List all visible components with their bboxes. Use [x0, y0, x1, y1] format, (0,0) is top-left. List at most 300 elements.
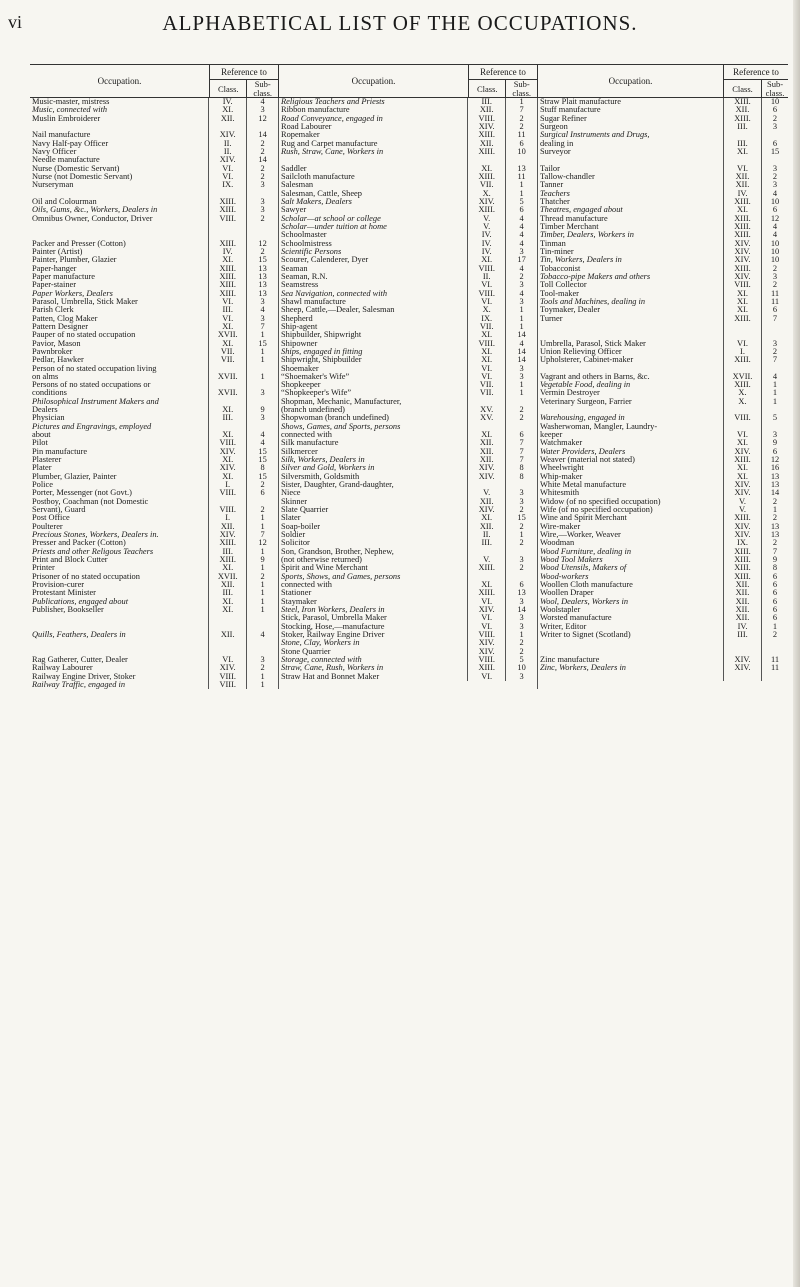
subclass-cell: 2	[519, 271, 524, 281]
subclass-cell: 1	[519, 388, 524, 398]
class-cell: VI.	[209, 656, 247, 664]
table-row	[279, 414, 537, 422]
table-row	[279, 448, 537, 456]
subclass-cell: 1	[772, 621, 778, 631]
class-header: Class.	[210, 80, 247, 98]
table-row	[30, 298, 278, 306]
subclass-cell: 4	[519, 213, 524, 223]
occupation-cell: Religious Teachers and Priests	[279, 98, 468, 106]
table-row	[538, 248, 788, 256]
class-cell: XII.	[724, 614, 762, 622]
class-cell: XI.	[724, 439, 762, 447]
occupation-cell: Provision-curer	[30, 581, 209, 589]
occupation-cell: Surgeon	[538, 123, 724, 131]
subclass-cell: 2	[260, 163, 265, 173]
class-cell: XII.	[724, 581, 762, 589]
occupation-cell: Wife (of no specified occupation)	[538, 506, 724, 514]
subclass-cell: 8	[519, 463, 524, 473]
class-cell: VI.	[724, 340, 762, 348]
class-cell: XI.	[209, 406, 247, 414]
class-cell: XII.	[468, 439, 506, 447]
class-cell: XIII.	[724, 198, 762, 206]
occupation-cell: Sports, Shows, and Games, persons	[279, 573, 468, 581]
table-row	[538, 573, 788, 581]
class-cell: XI.	[468, 331, 506, 339]
occupation-cell: Shipowner	[279, 340, 468, 348]
occupation-cell: Nurse (Domestic Servant)	[30, 165, 209, 173]
class-cell: X.	[468, 306, 506, 314]
subclass-cell: 2	[772, 171, 778, 181]
subclass-cell: 11	[770, 663, 780, 673]
table-row	[279, 265, 537, 273]
class-cell: XIV.	[724, 523, 762, 531]
occupation-cell: Railway Engine Driver, Stoker	[30, 673, 209, 681]
class-cell: XIII.	[724, 115, 762, 123]
class-cell: XIII.	[468, 131, 506, 139]
occupation-cell: Timber Merchant	[538, 223, 724, 231]
subclass-cell: 1	[519, 321, 524, 331]
occupation-cell: Road Labourer	[279, 123, 468, 131]
class-cell: XII.	[209, 523, 247, 531]
class-cell: XIV.	[209, 531, 247, 539]
table-row	[30, 589, 278, 597]
subclass-cell: 6	[772, 580, 778, 590]
table-row	[538, 614, 788, 622]
subclass-cell: 11	[517, 130, 526, 140]
class-cell: V.	[468, 215, 506, 223]
occupation-cell: Slate Quarrier	[279, 506, 468, 514]
subclass-cell: 6	[772, 605, 778, 615]
table-row	[279, 306, 537, 314]
occupation-cell: Zinc, Workers, Dealers in	[538, 664, 724, 672]
occupation-cell: Warehousing, engaged in	[538, 414, 724, 422]
table-row	[30, 581, 278, 589]
occupation-cell: Priests and other Religous Teachers	[30, 548, 209, 556]
class-cell: XIV.	[724, 256, 762, 264]
subclass-cell: 7	[519, 438, 524, 448]
class-cell: VI.	[209, 165, 247, 173]
occupation-cell: Sailcloth manufacture	[279, 173, 468, 181]
occupation-cell: Surveyor	[538, 148, 724, 156]
reference-title: Reference to	[724, 65, 788, 80]
subclass-cell: 2	[519, 521, 524, 531]
class-cell: XII.	[724, 181, 762, 189]
subclass-cell: 3	[772, 180, 778, 190]
table-row	[30, 140, 278, 148]
table-row	[279, 456, 537, 464]
occupation-cell: Plater	[30, 464, 209, 472]
occupation-cell: Poulterer	[30, 523, 209, 531]
occupation-cell: Wool, Dealers, Workers in	[538, 598, 724, 606]
occupation-header: Occupation.	[279, 65, 469, 97]
subclass-cell: 9	[772, 438, 778, 448]
table-row	[30, 365, 278, 373]
subclass-cell: 15	[770, 146, 780, 156]
class-cell: XIII.	[209, 265, 247, 273]
table-row	[30, 256, 278, 264]
class-cell: II.	[209, 140, 247, 148]
table-row	[538, 281, 788, 289]
table-row	[538, 356, 788, 364]
class-cell: XIII.	[468, 206, 506, 214]
table-row	[279, 98, 537, 106]
occupation-cell: Salesman	[279, 181, 468, 189]
subclass-cell: 13	[258, 288, 267, 298]
class-cell: XI.	[209, 323, 247, 331]
table-row	[538, 423, 788, 431]
occupation-cell: Paper manufacture	[30, 273, 209, 281]
occupation-cell: Theatres, engaged about	[538, 206, 724, 214]
table-row	[30, 456, 278, 464]
class-cell: VII.	[209, 356, 247, 364]
subclass-cell: 4	[260, 430, 265, 440]
table-row	[279, 215, 537, 223]
table-row	[279, 623, 537, 631]
class-cell: XI.	[724, 473, 762, 481]
table-row	[279, 156, 537, 164]
subclass-cell: 13	[258, 280, 267, 290]
subclass-cell: 2	[772, 346, 778, 356]
class-cell: XIV.	[724, 531, 762, 539]
occupation-cell: Toll Collector	[538, 281, 724, 289]
table-row	[30, 464, 278, 472]
subclass-cell: 3	[260, 313, 265, 323]
subclass-cell: 5	[772, 413, 778, 423]
occupation-cell: Tailor	[538, 165, 724, 173]
class-cell: XIII.	[209, 281, 247, 289]
occupation-cell: Woodman	[538, 539, 724, 547]
occupation-cell: Paper Workers, Dealers	[30, 290, 209, 298]
table-row	[30, 656, 278, 664]
class-cell: XI.	[209, 106, 247, 114]
occupation-cell: Needle manufacture	[30, 156, 209, 164]
subclass-cell: 2	[260, 171, 265, 181]
class-cell: IX.	[468, 315, 506, 323]
class-cell: IV.	[468, 248, 506, 256]
class-cell: VIII.	[468, 115, 506, 123]
subclass-cell: 3	[519, 555, 524, 565]
class-cell: IV.	[209, 248, 247, 256]
occupation-cell: Shopkeeper	[279, 381, 468, 389]
subclass-cell: 17	[517, 255, 526, 265]
class-cell	[724, 639, 762, 647]
class-cell: IV.	[724, 623, 762, 631]
table-row	[279, 464, 537, 472]
table-row	[279, 481, 537, 489]
table-row	[279, 398, 537, 406]
occupation-cell: Pattern Designer	[30, 323, 209, 331]
occupation-cell	[538, 156, 724, 164]
occupation-cell: Shawl manufacture	[279, 298, 468, 306]
occupation-cell: Tinman	[538, 240, 724, 248]
table-row	[30, 639, 278, 647]
table-row	[538, 131, 788, 139]
class-cell: XI.	[209, 256, 247, 264]
subclass-cell: 9	[772, 555, 778, 565]
table-row	[30, 448, 278, 456]
occupation-cell: Salt Makers, Dealers	[279, 198, 468, 206]
table-row	[279, 564, 537, 572]
class-cell: VII.	[468, 323, 506, 331]
table-row	[538, 656, 788, 664]
occupation-cell: Writer, Editor	[538, 623, 724, 631]
occupation-cell: (not otherwise returned)	[279, 556, 468, 564]
subclass-cell: 14	[258, 130, 267, 140]
subclass-cell: 13	[770, 530, 780, 540]
class-cell: XIII.	[209, 198, 247, 206]
occupation-cell: Sawyer	[279, 206, 468, 214]
table-row	[538, 340, 788, 348]
table-row	[30, 323, 278, 331]
occupation-header: Occupation.	[30, 65, 210, 97]
subclass-cell: 9	[260, 555, 265, 565]
occupation-cell	[538, 639, 724, 647]
occupation-cell: Parasol, Umbrella, Stick Maker	[30, 298, 209, 306]
page-number: vi	[8, 12, 23, 32]
subclass-cell	[762, 673, 788, 681]
class-cell: VIII.	[209, 215, 247, 223]
table-row	[279, 106, 537, 114]
table-row	[279, 631, 537, 639]
table-body	[30, 98, 788, 689]
subclass-cell: 3	[260, 654, 265, 664]
occupation-cell: Rug and Carpet manufacture	[279, 140, 468, 148]
table-row	[30, 265, 278, 273]
occupation-cell: Umbrella, Parasol, Stick Maker	[538, 340, 724, 348]
table-row	[279, 190, 537, 198]
class-cell: XII.	[468, 456, 506, 464]
occupation-cell: Painter (Artist)	[30, 248, 209, 256]
class-cell: XVII.	[209, 373, 247, 381]
class-cell: XIV.	[724, 448, 762, 456]
occupation-cell: about	[30, 431, 209, 439]
occupation-cell: Wire-maker	[538, 523, 724, 531]
table-row	[30, 106, 278, 114]
subclass-cell: 3	[519, 613, 524, 623]
occupation-cell: Ships, engaged in fitting	[279, 348, 468, 356]
occupation-cell: Railway Traffic, engaged in	[30, 681, 209, 689]
table-row	[538, 648, 788, 656]
table-row	[279, 423, 537, 431]
table-row	[279, 381, 537, 389]
class-cell	[209, 614, 247, 622]
subclass-cell: 1	[260, 605, 265, 615]
occupation-cell: Stoker, Railway Engine Driver	[279, 631, 468, 639]
occupation-cell: Tallow-chandler	[538, 173, 724, 181]
class-cell: XIV.	[724, 481, 762, 489]
class-cell: XIII.	[209, 240, 247, 248]
occupation-cell: Persons of no stated occupations or	[30, 381, 209, 389]
class-cell: X.	[724, 389, 762, 397]
table-row	[30, 156, 278, 164]
subclass-cell: 11	[770, 288, 780, 298]
table-row	[30, 165, 278, 173]
class-cell: VIII.	[468, 265, 506, 273]
class-cell: VIII.	[468, 290, 506, 298]
occupation-cell: Straw Hat and Bonnet Maker	[279, 673, 468, 681]
table-row	[538, 381, 788, 389]
table-row	[538, 639, 788, 647]
occupation-cell: Tin-miner	[538, 248, 724, 256]
table-row	[279, 614, 537, 622]
table-row	[538, 240, 788, 248]
occupation-cell: Plumber, Glazier, Painter	[30, 473, 209, 481]
class-cell: XIII.	[468, 664, 506, 672]
subclass-cell: 13	[258, 271, 267, 281]
subclass-cell: 1	[260, 679, 265, 689]
occupation-cell: “Shoemaker's Wife”	[279, 373, 468, 381]
table-row	[279, 673, 537, 681]
subclass-cell: 3	[772, 430, 778, 440]
occupation-cell	[30, 231, 209, 239]
table-row	[538, 481, 788, 489]
occupation-cell: Shepherd	[279, 315, 468, 323]
subclass-cell: 1	[260, 355, 265, 365]
subclass-cell: 13	[770, 480, 780, 490]
occupation-cell	[30, 639, 209, 647]
table-row	[279, 589, 537, 597]
class-cell: XII.	[724, 598, 762, 606]
table-row	[279, 489, 537, 497]
subclass-cell: 14	[517, 355, 526, 365]
occupation-cell: Oils, Gums, &c., Workers, Dealers in	[30, 206, 209, 214]
class-cell: XIV.	[468, 639, 506, 647]
subclass-cell: 1	[519, 180, 524, 190]
class-cell: XIII.	[724, 514, 762, 522]
class-cell: I.	[209, 481, 247, 489]
class-cell: XIII.	[468, 173, 506, 181]
subclass-cell: 7	[772, 355, 778, 365]
class-cell: III.	[468, 539, 506, 547]
class-cell: IV.	[468, 240, 506, 248]
occupation-cell: Publications, engaged about	[30, 598, 209, 606]
occupation-cell: Paper-stainer	[30, 281, 209, 289]
class-cell: VIII.	[209, 439, 247, 447]
occupation-cell	[30, 623, 209, 631]
table-row	[30, 398, 278, 406]
class-cell: IV.	[468, 231, 506, 239]
occupation-cell	[538, 323, 724, 331]
table-row	[538, 523, 788, 531]
table-row	[279, 173, 537, 181]
column-1	[30, 98, 279, 689]
reference-title: Reference to	[210, 65, 278, 80]
subclass-cell: 6	[260, 488, 265, 498]
table-row	[30, 173, 278, 181]
occupation-cell: Porter, Messenger (not Govt.)	[30, 489, 209, 497]
occupation-cell: dealing in	[538, 140, 724, 148]
subclass-cell: 2	[260, 146, 265, 156]
subclass-cell	[762, 639, 788, 647]
class-cell: V.	[724, 506, 762, 514]
table-row	[30, 556, 278, 564]
class-cell: IV.	[209, 98, 247, 106]
occupation-cell: Writer to Signet (Scotland)	[538, 631, 724, 639]
reference-header	[724, 65, 788, 97]
occupation-cell: Scourer, Calenderer, Dyer	[279, 256, 468, 264]
subclass-header: Sub-class.	[765, 79, 785, 98]
table-row	[279, 240, 537, 248]
table-row	[30, 564, 278, 572]
subclass-cell: 12	[770, 213, 780, 223]
subclass-cell: 6	[772, 105, 778, 115]
occupation-cell	[30, 648, 209, 656]
occupation-cell: Silk manufacture	[279, 439, 468, 447]
occupation-cell: Ship-agent	[279, 323, 468, 331]
occupation-cell: Music, connected with	[30, 106, 209, 114]
subclass-cell: 15	[258, 455, 267, 465]
subclass-cell: 6	[519, 205, 524, 215]
subclass-cell: 1	[772, 388, 778, 398]
table-row	[279, 373, 537, 381]
occupations-table	[30, 64, 788, 689]
class-cell: XII.	[468, 498, 506, 506]
table-row	[538, 181, 788, 189]
occupation-cell: Woolstapler	[538, 606, 724, 614]
table-row	[279, 639, 537, 647]
subclass-cell: 3	[260, 105, 265, 115]
class-cell: II.	[468, 531, 506, 539]
occupation-cell: Seaman	[279, 265, 468, 273]
occupation-cell: Pictures and Engravings, employed	[30, 423, 209, 431]
occupation-cell: Saddler	[279, 165, 468, 173]
occupation-cell: Watchmaker	[538, 439, 724, 447]
table-row	[279, 340, 537, 348]
class-cell: VIII.	[468, 340, 506, 348]
subclass-cell: 3	[519, 488, 524, 498]
subclass-cell: 3	[260, 180, 265, 190]
occupation-cell: Person of no stated occupation living	[30, 365, 209, 373]
table-row	[538, 631, 788, 639]
column-3	[538, 98, 788, 689]
subclass-cell: 1	[519, 188, 524, 198]
class-cell: XIV.	[724, 656, 762, 664]
table-row	[30, 473, 278, 481]
occupation-cell: Vegetable Food, dealing in	[538, 381, 724, 389]
class-cell: XII.	[209, 115, 247, 123]
subclass-cell: 12	[258, 538, 267, 548]
subclass-cell: 2	[772, 113, 778, 123]
class-cell: I.	[209, 514, 247, 522]
table-row	[279, 148, 537, 156]
occupation-cell: connected with	[279, 581, 468, 589]
occupation-cell: Silkmercer	[279, 448, 468, 456]
subclass-cell: 3	[772, 121, 778, 131]
subclass-cell: 3	[519, 363, 524, 373]
occupation-cell: Son, Grandson, Brother, Nephew,	[279, 548, 468, 556]
class-cell: VI.	[468, 281, 506, 289]
table-row	[279, 439, 537, 447]
occupation-cell: Ropemaker	[279, 131, 468, 139]
class-cell: XIV.	[468, 123, 506, 131]
occupation-cell: Seamstress	[279, 281, 468, 289]
occupation-cell	[538, 673, 724, 681]
class-cell: XII.	[468, 140, 506, 148]
occupation-cell: Shipwright, Shipbuilder	[279, 356, 468, 364]
table-row	[279, 115, 537, 123]
occupation-cell: Philosophical Instrument Makers and	[30, 398, 209, 406]
table-row	[30, 290, 278, 298]
class-cell: XIV.	[468, 473, 506, 481]
occupation-cell: Schoolmaster	[279, 231, 468, 239]
reference-header	[469, 65, 538, 97]
subclass-cell: 6	[772, 446, 778, 456]
class-cell	[724, 323, 762, 331]
subclass-cell: 1	[519, 313, 524, 323]
subclass-cell: 3	[519, 496, 524, 506]
class-cell: XIV.	[724, 240, 762, 248]
table-row	[279, 606, 537, 614]
